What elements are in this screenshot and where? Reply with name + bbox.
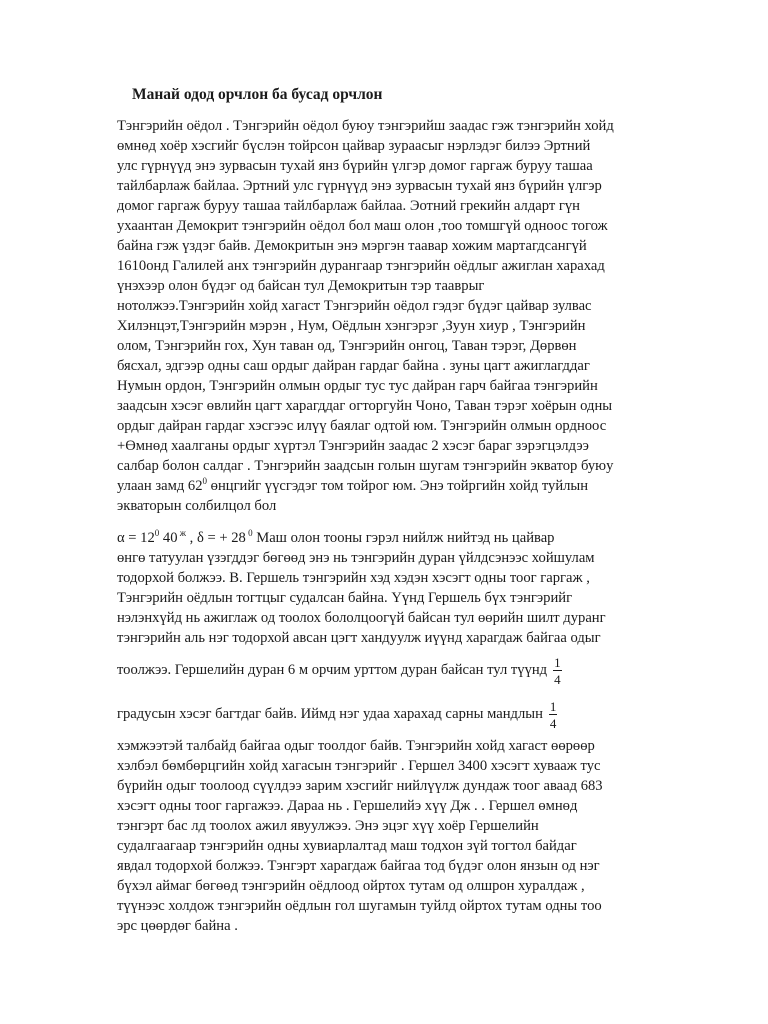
degree-superscript: 0 (245, 528, 253, 539)
text-line: Тэнгэрийн оёдол . Тэнгэрийн оёдол буюу тэнгэрийш заадас гэж тэнгэрийн хойд (117, 118, 614, 134)
text-line: Тэнгэрийн оёдлын тогтцыг судалсан байна. Үүнд Гершель бүх тэнгэрийг (117, 590, 573, 606)
text-line: улс гүрнүүд энэ зурвасын тухай янз бүрийн үлгэр домог гаргаж буруу ташаа (117, 158, 593, 174)
text-line-equator: экваторын солбилцол бол (117, 498, 277, 514)
text-line: байна гэж үздэг байв. Демокритын энэ мэргэн таавар хожим мартагдсангүй (117, 238, 587, 254)
text-line: домог гаргаж буруу ташаа тайлбарлаж байлаа. Эотний грекийн алдарт гүн (117, 198, 580, 214)
minute-superscript: ж (177, 528, 186, 539)
text-fragment: тоолжээ. Гершелийн дуран 6 м орчим урттом дуран байсан тул түүнд (117, 662, 548, 678)
degree-superscript: 0 (154, 528, 160, 539)
fraction-numerator: 1 (549, 698, 557, 714)
degree-superscript: 0 (202, 476, 207, 487)
text-line: нотолжээ.Тэнгэрийн хойд хагаст Тэнгэрийн оёдол гэдэг бүдэг цайвар зулвас (117, 298, 592, 314)
text-line-62-degrees (117, 476, 657, 496)
text-line: бясхал, эдгээр одны саш ордыг дайран гардаг байна . зуны цагт ажиглагддаг (117, 358, 590, 374)
delta-coordinate: , δ = + 28 (186, 530, 246, 546)
text-fragment: Маш олон тооны гэрэл нийлж нийтэд нь цайвар (252, 530, 555, 546)
text-line: тодорхой болжээ. В. Гершель тэнгэрийн хэд хэдэн хэсэгт одны тоог гаргаж , (117, 570, 590, 586)
text-line: олом, Тэнгэрийн гох, Хун таван од, Тэнгэрийн онгоц, Таван тэрэг, Дөрвөн (117, 338, 577, 354)
paragraph-2 (117, 548, 657, 648)
text-line: өнгө татуулан үзэгддэг бөгөөд энэ нь тэнгэрийн дуран үйлдсэнээс хойшулам (117, 550, 595, 566)
fraction-numerator: 1 (554, 654, 561, 670)
fraction-denominator: 4 (554, 671, 561, 687)
formula-line (117, 528, 657, 548)
text-line: Нумын ордон, Тэнгэрийн олмын ордыг тус тус дайран гарч байгаа тэнгэрийн (117, 378, 598, 394)
text-line: эрс цөөрдөг байна . (117, 918, 238, 934)
fraction-line-1 (117, 648, 657, 692)
text-line: судалгаагаар тэнгэрийн одны хувиарлалтад маш тодхон зүй тогтол байдаг (117, 838, 577, 854)
text-line: өмнөд хоёр хэсгийг бүслэн тойрсон цайвар зурaaсыг нэрлэдэг билээ Эртний (117, 138, 591, 154)
text-line: ордыг дайран гардаг хэсгээс илүү баялаг одтой юм. Тэнгэрийн олмын ордноос (117, 418, 607, 434)
text-fragment: градусын хэсэг багтдаг байв. Иймд нэг удаа харахад сарны мандлын (117, 706, 543, 722)
alpha-coordinate: α = 12 (117, 530, 155, 546)
fraction-line-2 (117, 692, 657, 736)
text-line: хэмжээтэй талбайд байгаа одыг тоолдог байв. Тэнгэрийн хойд хагаст өөрөөр (117, 738, 595, 754)
text-line: Хилэнцэт,Тэнгэрийн мэрэн , Нум, Оёдлын хэнгэрэг ,Зуун хиур , Тэнгэрийн (117, 318, 586, 334)
text-line: тайлбарлаж байлаа. Эртний улс гүрнүүд энэ зурвасын тухай янз бүрийн үлгэр (117, 178, 602, 194)
page-title: Манай одод орчлон ба бусад орчлон (132, 86, 383, 103)
text-line: үнэхээр олон бүдэг од байсан тул Демокритын тэр таавpыг (117, 278, 485, 294)
document-body (117, 116, 657, 936)
text-fragment: өнцгийг үүсгэдэг том тойрог юм. Энэ тойргийн хойд туйлын (207, 478, 589, 494)
text-line: нэлэнхүйд нь ажиглаж од тоолох бололцоогүй байсан тул өөрийн шилт дуранг (117, 610, 606, 626)
text-line: тэнгэрийн аль нэг тодорхой авсан цэгт хандуулж иүүнд харагдаж байгаа одыг (117, 630, 601, 646)
text-line: +Өмнөд хаалганы ордыг хүртэл Тэнгэрийн заадас 2 хэсэг бараг зэрэгцэлдээ (117, 438, 589, 454)
text-line: явдал тодорхой болжээ. Тэнгэрт харагдаж байгаа тод бүдэг олон янзын од нэг (117, 858, 600, 874)
text-line: бүрийн одыг тоолоод сүүлдээ зарим хэсгийг нийлүүлж дундаж тоог аваад 683 (117, 778, 603, 794)
paragraph-3 (117, 736, 657, 936)
paragraph-1 (117, 116, 657, 476)
text-line: хэсэгт одны тоог гаргажээ. Дараа нь . Гершелийэ хүү Дж . . Гершел өмнөд (117, 798, 578, 814)
alpha-minutes: 40 (159, 530, 178, 546)
text-line: 1610онд Галилей анх тэнгэрийн дурангаар тэнгэрийн оёдлыг ажиглан харахад (117, 258, 605, 274)
fraction-denominator: 4 (549, 715, 557, 731)
text-line: түүнээс холдож тэнгэрийн оёдлын гол шугамын туйлд ойртох тутам одны тоо (117, 898, 602, 914)
text-line: бүхэл аймаг бөгөөд тэнгэрийн оёдлоод ойртох тутам од олшрон хуралдаж , (117, 878, 585, 894)
text-line: ухаантан Демокрит тэнгэрийн оёдол бол маш олон ,тоо томшгүй одноос тогож (117, 218, 608, 234)
text-line: хэлбэл бөмбөрцгийн хойд хагасын тэнгэрийг . Гершел 3400 хэсэгт хувааж тус (117, 758, 601, 774)
text-line: заадсын хэсэг өвлийн цагт харагддаг огторгуйн Чоно, Таван тэрэг хоёрын одны (117, 398, 613, 414)
fraction-one-quarter (553, 656, 562, 686)
text-line: салбар болон салдаг . Тэнгэрийн заадсын голын шугам тэнгэрийн экватор буюу (117, 458, 614, 474)
spacer (117, 516, 657, 528)
text-line: тэнгэрт бас лд тоолох ажил явуулжээ. Энэ эцэг хүү хоёр Гершелийн (117, 818, 539, 834)
text-fragment: улаан замд 62 (117, 478, 203, 494)
fraction-one-quarter (549, 700, 558, 730)
